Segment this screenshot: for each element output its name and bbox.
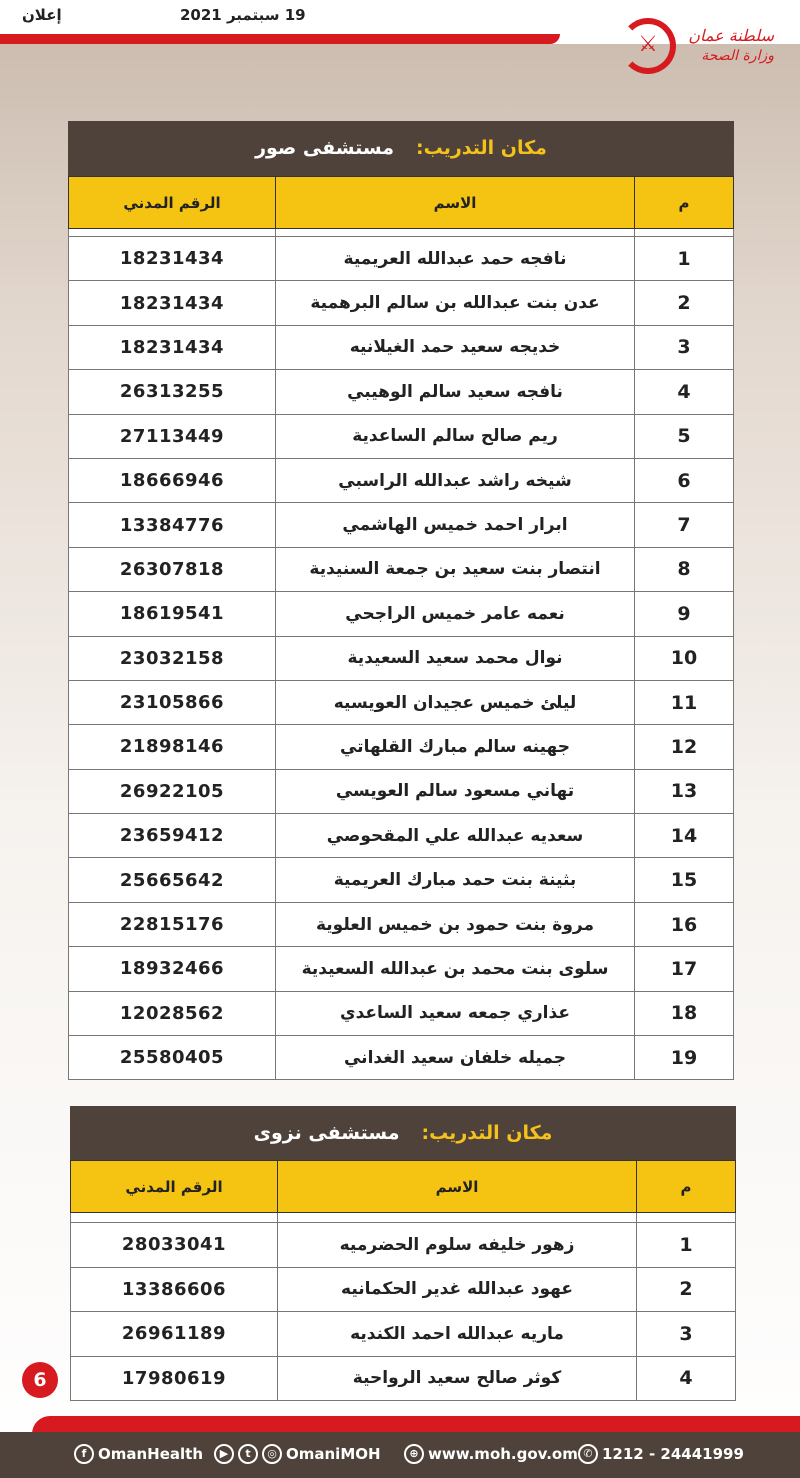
row-index: 11 [635,680,734,724]
row-index: 3 [637,1312,736,1357]
table-row [69,592,734,636]
phone-number: 1212 - 24441999 [602,1445,744,1463]
table-row [69,458,734,502]
row-index: 8 [635,547,734,591]
row-index: 15 [635,858,734,902]
row-index: 17 [635,947,734,991]
training-place-label: مكان التدريب: [415,137,547,159]
social-links[interactable] [214,1444,381,1464]
trainee-name: نعمه عامر خميس الراجحي [276,592,635,636]
table-row [71,1312,736,1357]
civil-number: 26961189 [71,1312,278,1357]
col-civil-id: الرقم المدني [71,1161,278,1213]
row-index: 10 [635,636,734,680]
facebook-handle: OmanHealth [98,1445,204,1463]
nizwa-trainees-table [70,1160,736,1401]
trainee-name: ماريه عبدالله احمد الكنديه [278,1312,637,1357]
row-index: 2 [637,1267,736,1312]
row-index: 6 [635,458,734,502]
civil-number: 25580405 [69,1036,276,1080]
trainee-name: ريم صالح سالم الساعدية [276,414,635,458]
facebook-icon: f [74,1444,94,1464]
civil-number: 13386606 [71,1267,278,1312]
trainee-name: نافجه حمد عبدالله العريمية [276,237,635,281]
row-index: 4 [637,1356,736,1401]
row-index: 1 [635,237,734,281]
table-row [71,1267,736,1312]
website-url: www.moh.gov.om [428,1445,578,1463]
table-row [69,814,734,858]
logo-text-ministry: وزارة الصحة [701,48,774,64]
nizwa-table-block [70,1106,736,1401]
table-row [69,547,734,591]
spacer-row [69,229,734,237]
website-link[interactable] [404,1444,578,1464]
table-row [69,947,734,991]
table-row [69,680,734,724]
civil-number: 13384776 [69,503,276,547]
phone-icon: ✆ [578,1444,598,1464]
trainee-name: زهور خليفه سلوم الحضرميه [278,1223,637,1268]
civil-number: 18666946 [69,458,276,502]
col-index: م [635,177,734,229]
row-index: 4 [635,370,734,414]
hospital-name: مستشفى صور [255,137,394,159]
row-index: 5 [635,414,734,458]
footer-bar [0,1432,800,1478]
sur-table-block [68,121,734,1080]
twitter-icon: t [238,1444,258,1464]
civil-number: 18231434 [69,281,276,325]
social-handle: OmaniMOH [286,1445,381,1463]
row-index: 12 [635,725,734,769]
trainee-name: عدن بنت عبدالله بن سالم البرهمية [276,281,635,325]
table-row [71,1356,736,1401]
table-row [69,769,734,813]
trainee-name: خديجه سعيد حمد الغيلانيه [276,325,635,369]
trainee-name: جهينه سالم مبارك القلهاتي [276,725,635,769]
table-row [69,902,734,946]
table-row [69,281,734,325]
civil-number: 28033041 [71,1223,278,1268]
civil-number: 26307818 [69,547,276,591]
trainee-name: بثينة بنت حمد مبارك العريمية [276,858,635,902]
table-row [69,503,734,547]
nizwa-table-title [70,1106,736,1160]
table-row [69,325,734,369]
civil-number: 21898146 [69,725,276,769]
trainee-name: انتصار بنت سعيد بن جمعة السنيدية [276,547,635,591]
trainee-name: كوثر صالح سعيد الرواحية [278,1356,637,1401]
logo-text-sultanate: سلطنة عمان [688,26,774,45]
trainee-name: ابرار احمد خميس الهاشمي [276,503,635,547]
sur-table-title [68,121,734,176]
row-index: 9 [635,592,734,636]
civil-number: 22815176 [69,902,276,946]
trainee-name: نوال محمد سعيد السعيدية [276,636,635,680]
announcement-label: إعلان [22,6,62,24]
table-row [69,991,734,1035]
civil-number: 26313255 [69,370,276,414]
spacer-row [71,1213,736,1223]
table-row [69,370,734,414]
sur-trainees-table [68,176,734,1080]
trainee-name: سلوى بنت محمد بن عبدالله السعيدية [276,947,635,991]
row-index: 7 [635,503,734,547]
civil-number: 25665642 [69,858,276,902]
col-name: الاسم [278,1161,637,1213]
civil-number: 26922105 [69,769,276,813]
civil-number: 18231434 [69,325,276,369]
table-header-row [69,177,734,229]
trainee-name: عهود عبدالله غدير الحكمانيه [278,1267,637,1312]
row-index: 14 [635,814,734,858]
table-row [69,237,734,281]
trainee-name: ليلئ خميس عجيدان العويسيه [276,680,635,724]
trainee-name: جميله خلفان سعيد الغداني [276,1036,635,1080]
table-row [69,858,734,902]
table-row [71,1223,736,1268]
trainee-name: نافجه سعيد سالم الوهيبي [276,370,635,414]
table-row [69,414,734,458]
civil-number: 18619541 [69,592,276,636]
khanjar-emblem-icon: ⚔ [638,32,658,57]
civil-number: 18231434 [69,237,276,281]
row-index: 16 [635,902,734,946]
row-index: 1 [637,1223,736,1268]
youtube-icon: ▶ [214,1444,234,1464]
instagram-icon: ◎ [262,1444,282,1464]
hospital-name: مستشفى نزوى [253,1122,400,1144]
phone-link[interactable] [578,1444,744,1464]
globe-icon: ⊕ [404,1444,424,1464]
col-civil-id: الرقم المدني [69,177,276,229]
trainee-name: شيخه راشد عبدالله الراسبي [276,458,635,502]
civil-number: 18932466 [69,947,276,991]
trainee-name: سعديه عبدالله علي المقحوصي [276,814,635,858]
table-row [69,636,734,680]
civil-number: 17980619 [71,1356,278,1401]
publish-date: 19 سبتمبر 2021 [180,6,306,24]
top-red-stripe [0,34,560,44]
table-header-row [71,1161,736,1213]
civil-number: 23032158 [69,636,276,680]
page-number: 6 [22,1362,58,1398]
civil-number: 27113449 [69,414,276,458]
civil-number: 23659412 [69,814,276,858]
col-name: الاسم [276,177,635,229]
trainee-name: عذاري جمعه سعيد الساعدي [276,991,635,1035]
trainee-name: تهاني مسعود سالم العويسي [276,769,635,813]
table-row [69,725,734,769]
row-index: 13 [635,769,734,813]
training-place-label: مكان التدريب: [421,1122,553,1144]
row-index: 3 [635,325,734,369]
table-row [69,1036,734,1080]
facebook-link[interactable] [74,1444,203,1464]
col-index: م [637,1161,736,1213]
row-index: 19 [635,1036,734,1080]
ministry-logo [606,8,786,88]
trainee-name: مروة بنت حمود بن خميس العلوية [276,902,635,946]
civil-number: 23105866 [69,680,276,724]
row-index: 2 [635,281,734,325]
row-index: 18 [635,991,734,1035]
civil-number: 12028562 [69,991,276,1035]
